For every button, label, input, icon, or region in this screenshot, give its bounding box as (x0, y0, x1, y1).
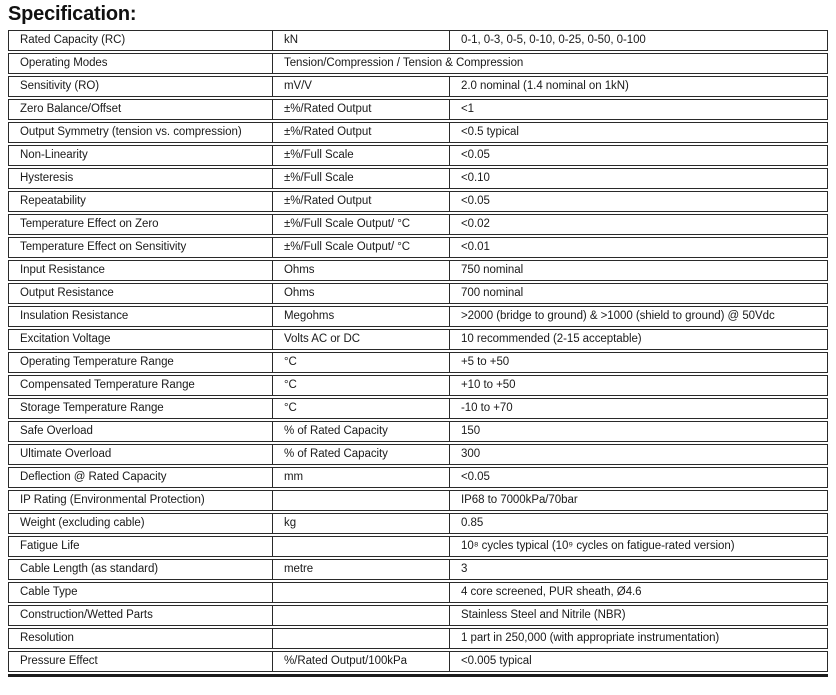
spec-value-cell: 3 (450, 559, 828, 580)
table-row (8, 467, 828, 488)
table-row (8, 421, 828, 442)
table-row (8, 168, 828, 189)
spec-unit-cell: Ohms (273, 260, 450, 281)
spec-unit-cell: Ohms (273, 283, 450, 304)
spec-param-cell: Construction/Wetted Parts (8, 605, 273, 626)
specification-table (8, 28, 828, 677)
spec-param-cell: Sensitivity (RO) (8, 76, 273, 97)
spec-param-cell: Resolution (8, 628, 273, 649)
spec-value-cell: <0.05 (450, 191, 828, 212)
spec-param-cell: Hysteresis (8, 168, 273, 189)
spec-unit-cell: ±%/Rated Output (273, 191, 450, 212)
spec-value-cell: 700 nominal (450, 283, 828, 304)
spec-param-cell: Compensated Temperature Range (8, 375, 273, 396)
spec-param-cell: Safe Overload (8, 421, 273, 442)
spec-value-cell: <0.01 (450, 237, 828, 258)
spec-param-cell: Excitation Voltage (8, 329, 273, 350)
table-row (8, 145, 828, 166)
spec-value-cell: 4 core screened, PUR sheath, Ø4.6 (450, 582, 828, 603)
spec-param-cell: Operating Modes (8, 53, 273, 74)
spec-unit-cell: mm (273, 467, 450, 488)
spec-value-cell: 2.0 nominal (1.4 nominal on 1kN) (450, 76, 828, 97)
spec-value-cell: <0.005 typical (450, 651, 828, 672)
spec-value-cell: >2000 (bridge to ground) & >1000 (shield to ground) @ 50Vdc (450, 306, 828, 327)
spec-unit-cell: ±%/Full Scale Output/ °C (273, 214, 450, 235)
table-row (8, 536, 828, 557)
table-row (8, 605, 828, 626)
table-row (8, 628, 828, 649)
spec-param-cell: Cable Type (8, 582, 273, 603)
table-row (8, 99, 828, 120)
table-row (8, 306, 828, 327)
spec-value-cell: 300 (450, 444, 828, 465)
spec-unit-cell: °C (273, 352, 450, 373)
spec-unit-cell (273, 582, 450, 603)
spec-unit-cell (273, 536, 450, 557)
spec-param-cell: Temperature Effect on Sensitivity (8, 237, 273, 258)
table-row (8, 559, 828, 580)
spec-unit-cell: ±%/Rated Output (273, 122, 450, 143)
spec-param-cell: Weight (excluding cable) (8, 513, 273, 534)
table-row (8, 237, 828, 258)
spec-param-cell: IP Rating (Environmental Protection) (8, 490, 273, 511)
spec-unit-cell: ±%/Rated Output (273, 99, 450, 120)
spec-param-cell: Deflection @ Rated Capacity (8, 467, 273, 488)
table-row (8, 513, 828, 534)
spec-value-cell: 0.85 (450, 513, 828, 534)
table-row (8, 490, 828, 511)
spec-param-cell: Storage Temperature Range (8, 398, 273, 419)
spec-value-cell: +5 to +50 (450, 352, 828, 373)
spec-unit-cell: kg (273, 513, 450, 534)
spec-param-cell: Input Resistance (8, 260, 273, 281)
spec-param-cell: Insulation Resistance (8, 306, 273, 327)
spec-value-cell: -10 to +70 (450, 398, 828, 419)
spec-param-cell: Fatigue Life (8, 536, 273, 557)
spec-unit-cell: °C (273, 375, 450, 396)
spec-param-cell: Non-Linearity (8, 145, 273, 166)
table-row (8, 76, 828, 97)
spec-unit-cell: mV/V (273, 76, 450, 97)
spec-unit-cell: ±%/Full Scale (273, 168, 450, 189)
spec-param-cell: Zero Balance/Offset (8, 99, 273, 120)
table-row (8, 53, 828, 74)
table-row (8, 329, 828, 350)
spec-value-cell: <0.02 (450, 214, 828, 235)
table-row (8, 191, 828, 212)
table-row (8, 352, 828, 373)
spec-unit-cell (273, 605, 450, 626)
spec-value-cell: +10 to +50 (450, 375, 828, 396)
spec-unit-cell: Megohms (273, 306, 450, 327)
table-row (8, 375, 828, 396)
spec-unit-cell: ±%/Full Scale Output/ °C (273, 237, 450, 258)
spec-table-body (8, 30, 828, 672)
spec-value-cell: 10 recommended (2-15 acceptable) (450, 329, 828, 350)
table-row (8, 260, 828, 281)
spec-unit-cell: %/Rated Output/100kPa (273, 651, 450, 672)
spec-unit-cell: metre (273, 559, 450, 580)
spec-value-cell: 150 (450, 421, 828, 442)
spec-value-cell: <1 (450, 99, 828, 120)
table-row (8, 444, 828, 465)
table-row (8, 122, 828, 143)
spec-value-cell: <0.10 (450, 168, 828, 189)
spec-value-cell: Stainless Steel and Nitrile (NBR) (450, 605, 828, 626)
spec-param-cell: Output Symmetry (tension vs. compression) (8, 122, 273, 143)
spec-param-cell: Rated Capacity (RC) (8, 30, 273, 51)
spec-value-cell: <0.05 (450, 145, 828, 166)
spec-value-cell: Tension/Compression / Tension & Compression (273, 53, 828, 74)
spec-unit-cell: °C (273, 398, 450, 419)
spec-unit-cell: % of Rated Capacity (273, 444, 450, 465)
table-row (8, 283, 828, 304)
table-row (8, 214, 828, 235)
spec-param-cell: Pressure Effect (8, 651, 273, 672)
spec-param-cell: Temperature Effect on Zero (8, 214, 273, 235)
table-row (8, 398, 828, 419)
spec-unit-cell: kN (273, 30, 450, 51)
spec-value-cell: <0.5 typical (450, 122, 828, 143)
table-row (8, 651, 828, 672)
spec-value-cell: <0.05 (450, 467, 828, 488)
spec-value-cell: 750 nominal (450, 260, 828, 281)
spec-unit-cell: Volts AC or DC (273, 329, 450, 350)
spec-value-cell: 10⁸ cycles typical (10⁹ cycles on fatigue-rated version) (450, 536, 828, 557)
spec-param-cell: Repeatability (8, 191, 273, 212)
table-row (8, 582, 828, 603)
page-title: Specification: (8, 3, 137, 25)
spec-value-cell: 0-1, 0-3, 0-5, 0-10, 0-25, 0-50, 0-100 (450, 30, 828, 51)
table-row (8, 30, 828, 51)
spec-param-cell: Output Resistance (8, 283, 273, 304)
spec-unit-cell: ±%/Full Scale (273, 145, 450, 166)
spec-value-cell: IP68 to 7000kPa/70bar (450, 490, 828, 511)
spec-value-cell: 1 part in 250,000 (with appropriate instrumentation) (450, 628, 828, 649)
spec-param-cell: Cable Length (as standard) (8, 559, 273, 580)
spec-unit-cell (273, 628, 450, 649)
spec-unit-cell (273, 490, 450, 511)
spec-param-cell: Operating Temperature Range (8, 352, 273, 373)
spec-param-cell: Ultimate Overload (8, 444, 273, 465)
spec-unit-cell: % of Rated Capacity (273, 421, 450, 442)
